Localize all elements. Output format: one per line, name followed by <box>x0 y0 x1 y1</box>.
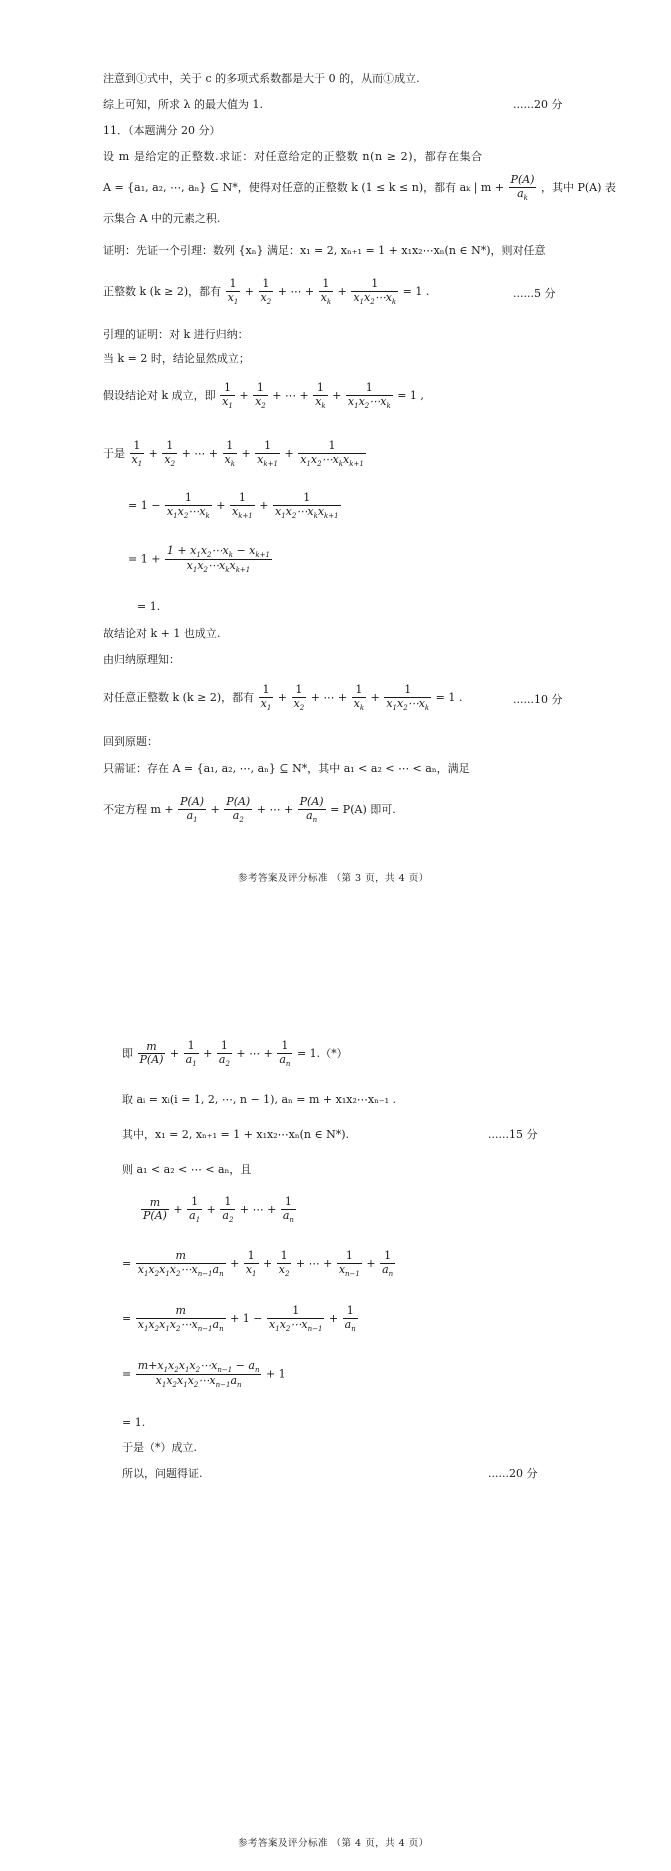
text: 对任意正整数 k (k ≥ 2)，都有 <box>103 690 255 704</box>
text: = 1.（*） <box>296 1046 348 1060</box>
text-line: 综上可知，所求 λ 的最大值为 1. <box>103 98 263 111</box>
text-line: 只需证：存在 A = {a₁, a₂, ⋯, aₙ} ⊆ N*，其中 a₁ < a₂ < ⋯ < aₙ，满足 <box>103 762 470 775</box>
score-marker: ......20 分 <box>488 1467 538 1480</box>
score-marker: ......15 分 <box>488 1128 538 1141</box>
text-line: 注意到①式中，关于 c 的多项式系数都是大于 0 的，从而①成立. <box>103 72 420 85</box>
formula-line: 对任意正整数 k (k ≥ 2)，都有 $\frac{1}{x_1}$ + $\frac{1}{x_2}$ + ⋯ + $\frac{1}{x_k}$ + $\frac{1}{x_1x_2\cdots x_k}$ = 1 . <box>103 683 463 712</box>
text: ，其中 P(A) 表 <box>540 180 616 194</box>
formula-line: 于是 $\frac{1}{x_1}$ + $\frac{1}{x_2}$ + ⋯ + $\frac{1}{x_k}$ + $\frac{1}{x_{k+1}}$ + $\frac{1}{x_1x_2\cdots x_kx_{k+1}}$ <box>103 439 364 468</box>
page-footer: 参考答案及评分标准 （第 3 页，共 4 页） <box>238 873 429 884</box>
text-line: 故结论对 k + 1 也成立. <box>103 627 221 640</box>
question-title: 11．（本题满分 20 分） <box>103 124 221 137</box>
text: 即 <box>122 1046 133 1060</box>
text: 正整数 k (k ≥ 2)，都有 <box>103 284 222 298</box>
score-marker: ......10 分 <box>513 693 563 706</box>
formula-line: = 1. <box>122 1416 146 1429</box>
text-line: 回到原题： <box>103 735 158 748</box>
text-line: 证明：先证一个引理：数列 {xₙ} 满足：x₁ = 2, xₙ₊₁ = 1 + x₁x₂⋯xₙ(n ∈ N*)，则对任意 <box>103 244 546 257</box>
text: 不定方程 m + <box>103 802 174 816</box>
formula-line: 即 $\frac{m}{P(A)}$ + $\frac{1}{a_1}$ + $\frac{1}{a_2}$ + ⋯ + $\frac{1}{a_n}$ = 1.（*） <box>122 1039 348 1068</box>
score-marker: ......5 分 <box>513 287 556 300</box>
text-line: 由归纳原理知： <box>103 653 180 666</box>
text: 假设结论对 k 成立，即 <box>103 388 216 402</box>
formula-line: $\frac{m}{P(A)}$ + $\frac{1}{a_1}$ + $\frac{1}{a_2}$ + ⋯ + $\frac{1}{a_n}$ <box>143 1195 294 1224</box>
text-line: 引理的证明：对 k 进行归纳： <box>103 328 249 341</box>
formula-line: 正整数 k (k ≥ 2)，都有 $\frac{1}{x_1}$ + $\frac{1}{x_2}$ + ⋯ + $\frac{1}{x_k}$ + $\frac{1}{x_1x_2\cdots x_k}$ = 1 . <box>103 277 430 306</box>
text-line: 于是（*）成立. <box>122 1441 197 1454</box>
formula-line: = 1 + $\frac{1 + x_1x_2\cdots x_k - x_{k+1}}{x_1x_2\cdots x_kx_{k+1}}$ <box>128 544 270 575</box>
formula-line: = $\frac{m}{x_1x_2x_1x_2\cdots x_{n-1}a_n}$ + 1 − $\frac{1}{x_1x_2\cdots x_{n-1}}$ + $\frac{1}{a_n}$ <box>122 1304 356 1333</box>
text-line: 当 k = 2 时，结论显然成立； <box>103 352 250 365</box>
formula-line: = $\frac{m+x_1x_2x_1x_2\cdots x_{n-1} - a_n}{x_1x_2x_1x_2\cdots x_{n-1}a_n}$ + 1 <box>122 1359 286 1390</box>
text-line: 所以，问题得证. <box>122 1467 203 1480</box>
score-marker: ......20 分 <box>513 98 563 111</box>
text: A = {a₁, a₂, ⋯, aₙ} ⊆ N*，使得对任意的正整数 k (1 ≤ k ≤ n)，都有 aₖ | m + <box>103 180 505 194</box>
fraction: $\frac{P(A)}{a_k}$ <box>510 173 535 202</box>
formula-line: 不定方程 m + $\frac{P(A)}{a_1}$ + $\frac{P(A)}{a_2}$ + ⋯ + $\frac{P(A)}{a_n}$ = P(A) 即可. <box>103 795 396 824</box>
formula-line <box>103 174 616 202</box>
formula-line: = 1 − $\frac{1}{x_1x_2\cdots x_k}$ + $\frac{1}{x_{k+1}}$ + $\frac{1}{x_1x_2\cdots x_kx_{k+1}}$ <box>128 491 339 520</box>
text: = P(A) 即可. <box>330 802 396 816</box>
text: 于是 <box>103 446 125 460</box>
formula-line: = 1. <box>137 600 161 613</box>
formula-line: 假设结论对 k 成立，即 $\frac{1}{x_1}$ + $\frac{1}{x_2}$ + ⋯ + $\frac{1}{x_k}$ + $\frac{1}{x_1x_2\cdots x_k}$ = 1 , <box>103 381 424 410</box>
text-line: 取 aᵢ = xᵢ(i = 1, 2, ⋯, n − 1), aₙ = m + x₁x₂⋯xₙ₋₁ . <box>122 1093 397 1106</box>
page-footer: 参考答案及评分标准 （第 4 页，共 4 页） <box>238 1838 429 1849</box>
text-line: 则 a₁ < a₂ < ⋯ < aₙ，且 <box>122 1163 252 1176</box>
text-line: 设 m 是给定的正整数.求证：对任意给定的正整数 n(n ≥ 2)，都存在集合 <box>103 150 483 163</box>
text-line: 其中，x₁ = 2, xₙ₊₁ = 1 + x₁x₂⋯xₙ(n ∈ N*). <box>122 1128 350 1141</box>
formula-line: = $\frac{m}{x_1x_2x_1x_2\cdots x_{n-1}a_n}$ + $\frac{1}{x_1}$ + $\frac{1}{x_2}$ + ⋯ + $\frac{1}{x_{n-1}}$ + $\frac{1}{a_n}$ <box>122 1249 394 1278</box>
text-line: 示集合 A 中的元素之积. <box>103 212 221 225</box>
